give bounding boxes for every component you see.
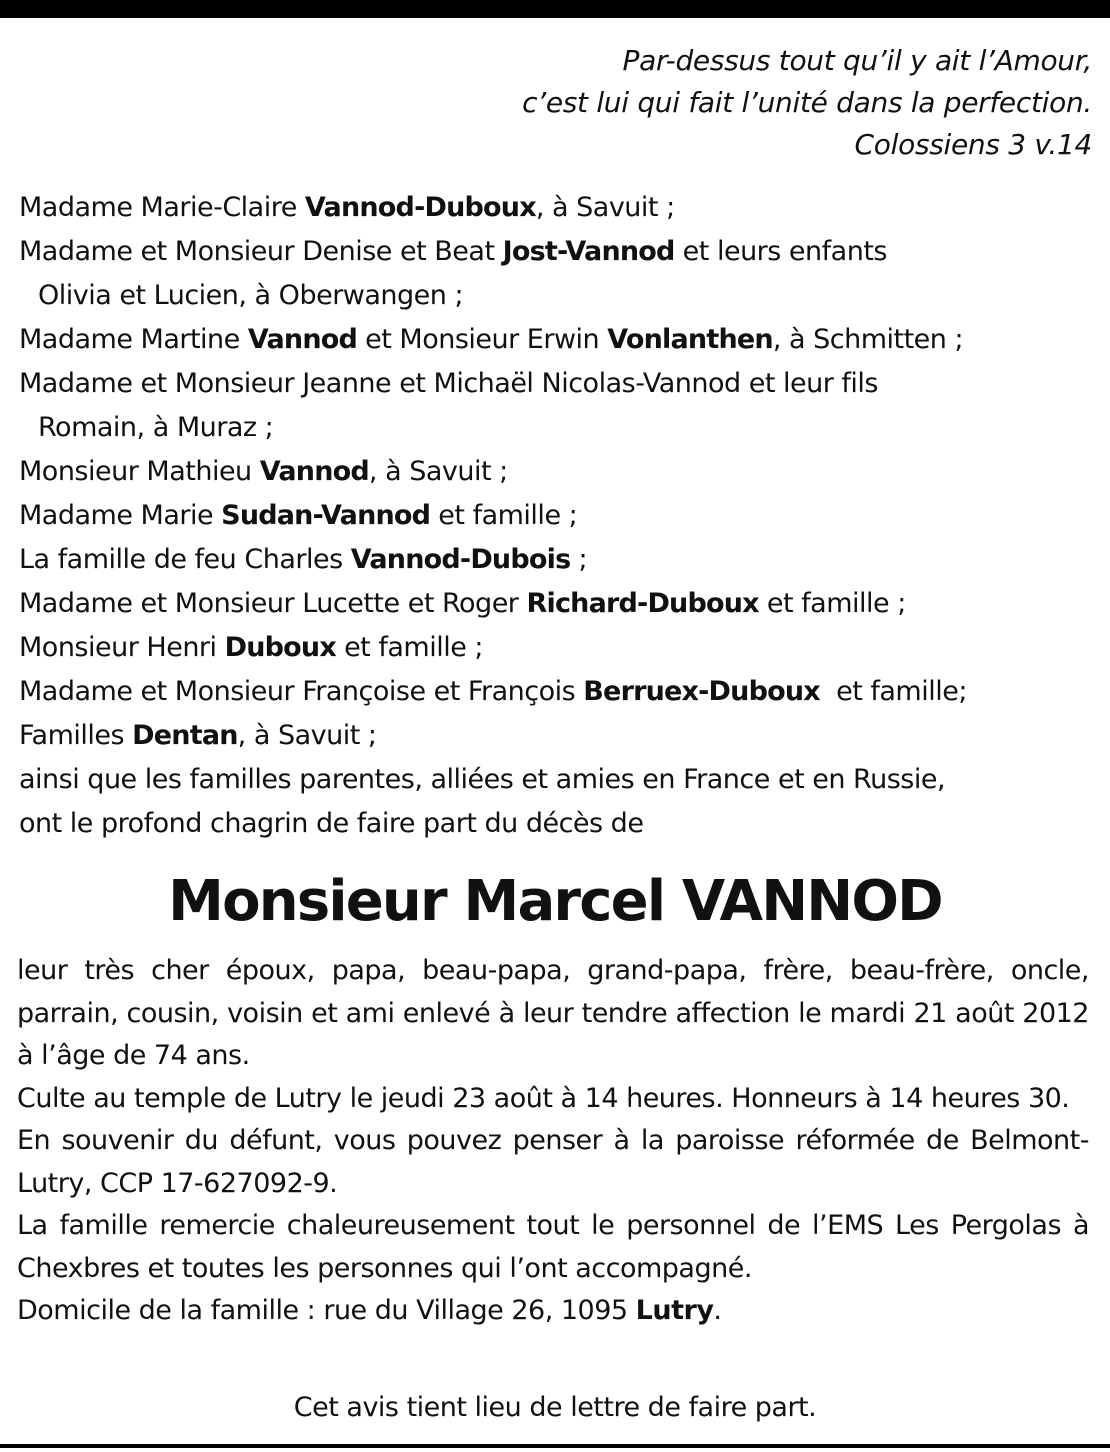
family-name: Vonlanthen xyxy=(607,324,773,355)
bottom-rule xyxy=(0,1444,1110,1448)
family-name: Vannod xyxy=(247,324,358,355)
family-line: Madame Martine Vannod et Monsieur Erwin Vonlanthen, à Schmitten ; xyxy=(19,324,964,355)
family-line: Madame et Monsieur Lucette et Roger Richard-Duboux et famille ; xyxy=(19,588,906,619)
deceased-name: Monsieur Marcel VANNOD xyxy=(168,869,942,934)
closing-note: Cet avis tient lieu de lettre de faire part. xyxy=(293,1392,817,1423)
quote-line: c’est lui qui fait l’unité dans la perfection. xyxy=(522,86,1092,119)
family-name: Vannod-Duboux xyxy=(304,192,536,223)
bible-quote xyxy=(192,40,1092,166)
body-paragraph: En souvenir du défunt, vous pouvez penser à la paroisse réformée de Belmont-Lutry, CCP 17-627092-9. xyxy=(17,1125,1089,1199)
address-town: Lutry xyxy=(635,1295,714,1326)
family-line: Madame Marie-Claire Vannod-Duboux, à Savuit ; xyxy=(19,192,675,223)
family-line: Olivia et Lucien, à Oberwangen ; xyxy=(38,280,464,311)
body-paragraph: La famille remercie chaleureusement tout le personnel de l’EMS Les Pergolas à Chexbres et toutes les personnes qui l’ont accompagné. xyxy=(17,1210,1089,1284)
family-line: Familles Dentan, à Savuit ; xyxy=(19,720,377,751)
family-line: La famille de feu Charles Vannod-Dubois ; xyxy=(19,544,588,575)
family-line: ainsi que les familles parentes, alliées et amies en France et en Russie, xyxy=(19,764,946,795)
family-name: Richard-Duboux xyxy=(526,588,759,619)
body-paragraph: leur très cher époux, papa, beau-papa, grand-papa, frère, beau-frère, oncle, parrain, cousin, voisin et ami enlevé à leur tendre affection le mardi 21 août 2012 à l’âge de 74 ans. xyxy=(17,955,1089,1071)
family-line: Madame et Monsieur Denise et Beat Jost-Vannod et leurs enfants xyxy=(19,236,887,267)
top-rule xyxy=(0,0,1110,18)
family-line: Madame et Monsieur Françoise et François Berruex-Duboux et famille; xyxy=(19,676,967,707)
family-line: Madame Marie Sudan-Vannod et famille ; xyxy=(19,500,578,531)
family-name: Dentan xyxy=(132,720,238,751)
family-line: ont le profond chagrin de faire part du décès de xyxy=(19,808,644,839)
family-line: Madame et Monsieur Jeanne et Michaël Nicolas-Vannod et leur fils xyxy=(19,368,878,399)
family-line: Romain, à Muraz ; xyxy=(38,412,274,443)
family-name: Vannod-Dubois xyxy=(350,544,571,575)
body-paragraph: Culte au temple de Lutry le jeudi 23 août à 14 heures. Honneurs à 14 heures 30. xyxy=(17,1082,1070,1114)
family-name: Jost-Vannod xyxy=(502,236,675,267)
family-line: Monsieur Mathieu Vannod, à Savuit ; xyxy=(19,456,508,487)
quote-line: Par-dessus tout qu’il y ait l’Amour, xyxy=(622,44,1092,77)
quote-reference: Colossiens 3 v.14 xyxy=(854,128,1092,161)
family-name: Berruex-Duboux xyxy=(583,676,820,707)
family-line: Monsieur Henri Duboux et famille ; xyxy=(19,632,483,663)
family-name: Vannod xyxy=(259,456,369,487)
family-name: Duboux xyxy=(224,632,336,663)
family-list xyxy=(19,186,1099,846)
family-name: Sudan-Vannod xyxy=(221,500,431,531)
obituary-body xyxy=(17,950,1089,1333)
family-address: Domicile de la famille : rue du Village 26, 1095 Lutry. xyxy=(17,1295,722,1326)
